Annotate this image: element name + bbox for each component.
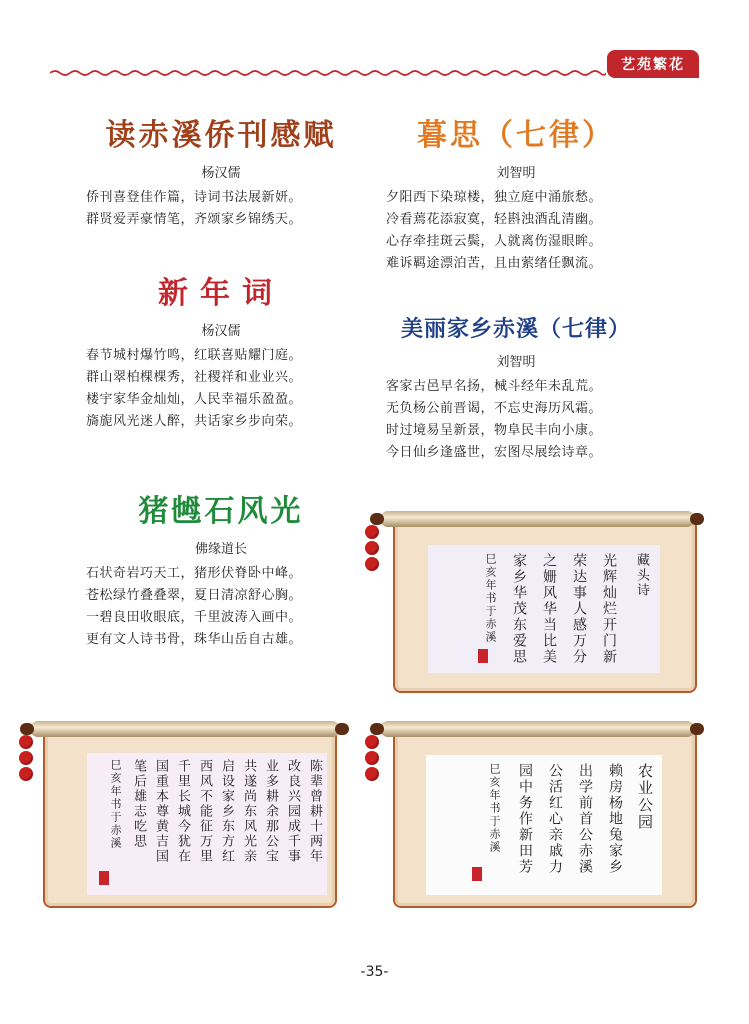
calligraphy-column: 业多耕余那公宝 bbox=[263, 759, 278, 864]
scroll-rod bbox=[30, 721, 340, 737]
poem-title: 美丽家乡赤溪（七律） bbox=[400, 317, 631, 342]
poem-author: 杨汉儒 bbox=[201, 166, 241, 181]
calligraphy-artwork bbox=[428, 545, 660, 673]
poem-line: 楼宇家华金灿灿，人民幸福乐盈盈。 bbox=[86, 392, 303, 407]
poem-line: 难诉羁途漂泊苦，且由萦绪任飘流。 bbox=[386, 256, 603, 271]
scroll-rod bbox=[380, 511, 695, 527]
rod-end-icon bbox=[370, 723, 384, 735]
section-badge: 艺苑繁花 bbox=[607, 50, 699, 78]
poem-line: 今日仙乡逢盛世，宏图尽展绘诗章。 bbox=[386, 445, 603, 460]
poem-line: 冷看蔫花添寂寞，轻斟浊酒乱清幽。 bbox=[386, 212, 603, 227]
poem-line: 心存牵挂斑云鬓，人就离伤湿眼眸。 bbox=[386, 234, 603, 249]
calligraphy-scroll-3 bbox=[360, 715, 705, 905]
poem-line: 时过境易呈新景，物阜民丰向小康。 bbox=[386, 423, 603, 438]
calligraphy-scroll-1 bbox=[360, 505, 705, 695]
scroll-rod bbox=[380, 721, 695, 737]
calligraphy-column: 千里长城今犹在 bbox=[175, 759, 190, 864]
poem-reading-qiaokan bbox=[86, 110, 356, 231]
poem-line: 更有文人诗书骨，珠华山岳自古雄。 bbox=[86, 632, 303, 647]
rod-end-icon bbox=[335, 723, 349, 735]
poem-line: 无负杨公前晋谒，不忘史海历风霜。 bbox=[386, 401, 603, 416]
poem-line: 春节城村爆竹鸣，红联喜贴耀门庭。 bbox=[86, 348, 303, 363]
calligraphy-column: 改良兴园成千事 bbox=[285, 759, 300, 864]
poem-line: 侨刊喜登佳作篇，诗词书法展新妍。 bbox=[86, 190, 303, 205]
calligraphy-column: 公活红心亲戚力 bbox=[547, 763, 563, 875]
calligraphy-column: 出学前首公赤溪 bbox=[577, 763, 593, 875]
poem-zhunashi-scenery bbox=[86, 486, 356, 651]
calligraphy-column: 园中务作新田芳 bbox=[517, 763, 533, 875]
calligraphy-column: 荣达事人感万分 bbox=[571, 553, 587, 665]
lantern-icon bbox=[19, 735, 33, 783]
poem-title: 猪乸石风光 bbox=[138, 494, 304, 529]
poem-line: 客家古邑早名扬，械斗经年未乱荒。 bbox=[386, 379, 603, 394]
calligraphy-column: 家乡华茂东爱思 bbox=[511, 553, 527, 665]
poem-new-year bbox=[86, 268, 356, 433]
poem-line: 群山翠柏棵棵秀，社稷祥和业业兴。 bbox=[86, 370, 303, 385]
calligraphy-column: 巳亥年书于赤溪 bbox=[109, 759, 122, 850]
poem-author: 刘智明 bbox=[496, 166, 536, 181]
lantern-icon bbox=[365, 735, 379, 783]
poem-author: 刘智明 bbox=[496, 355, 536, 370]
calligraphy-column: 之姗风华当比美 bbox=[541, 553, 557, 665]
poem-line: 一碧良田收眼底，千里波涛入画中。 bbox=[86, 610, 303, 625]
calligraphy-column: 巳亥年书于赤溪 bbox=[484, 553, 497, 644]
poem-title: 新年词 bbox=[158, 276, 284, 311]
calligraphy-column: 共遂尚东风光亲 bbox=[241, 759, 256, 864]
poem-author: 杨汉儒 bbox=[201, 324, 241, 339]
calligraphy-column: 藏头诗 bbox=[634, 553, 649, 598]
calligraphy-artwork bbox=[426, 755, 662, 895]
calligraphy-column: 启设家乡东方红 bbox=[219, 759, 234, 864]
rod-end-icon bbox=[690, 513, 704, 525]
poem-line: 旖旎风光迷人醉，共话家乡步向荣。 bbox=[86, 414, 303, 429]
lantern-icon bbox=[365, 525, 379, 573]
header-wave-rule bbox=[50, 69, 606, 77]
poem-author: 佛缘道长 bbox=[194, 542, 247, 557]
poem-line: 群贤爱弄豪情笔，齐颂家乡锦绣天。 bbox=[86, 212, 303, 227]
calligraphy-artwork bbox=[87, 753, 327, 895]
poem-evening-thoughts bbox=[386, 110, 646, 275]
rod-end-icon bbox=[690, 723, 704, 735]
calligraphy-column: 西风不能征万里 bbox=[197, 759, 212, 864]
calligraphy-column: 农业公园 bbox=[636, 763, 654, 831]
rod-end-icon bbox=[20, 723, 34, 735]
calligraphy-column: 巳亥年书于赤溪 bbox=[488, 763, 501, 854]
calligraphy-column: 赖房杨地兔家乡 bbox=[607, 763, 623, 875]
calligraphy-column: 笔后雄志吃思 bbox=[131, 759, 146, 849]
calligraphy-column: 国重本尊黄吉国 bbox=[153, 759, 168, 864]
seal-stamp bbox=[472, 867, 482, 881]
seal-stamp bbox=[99, 871, 109, 885]
calligraphy-column: 光辉灿烂开门新 bbox=[601, 553, 617, 665]
page-number: -35- bbox=[360, 964, 389, 980]
calligraphy-column: 陈辈曾耕十两年 bbox=[307, 759, 322, 864]
calligraphy-scroll-2 bbox=[5, 715, 350, 905]
poem-beautiful-hometown bbox=[386, 312, 646, 464]
poem-line: 石状奇岩巧天工，猪形伏脊卧中峰。 bbox=[86, 566, 303, 581]
seal-stamp bbox=[478, 649, 488, 663]
poem-line: 夕阳西下染琼楼，独立庭中涌旅愁。 bbox=[386, 190, 603, 205]
poem-title: 暮思（七律） bbox=[417, 118, 615, 153]
poem-line: 苍松绿竹叠叠翠，夏日清凉舒心胸。 bbox=[86, 588, 303, 603]
rod-end-icon bbox=[370, 513, 384, 525]
poem-title: 读赤溪侨刊感赋 bbox=[105, 118, 337, 153]
